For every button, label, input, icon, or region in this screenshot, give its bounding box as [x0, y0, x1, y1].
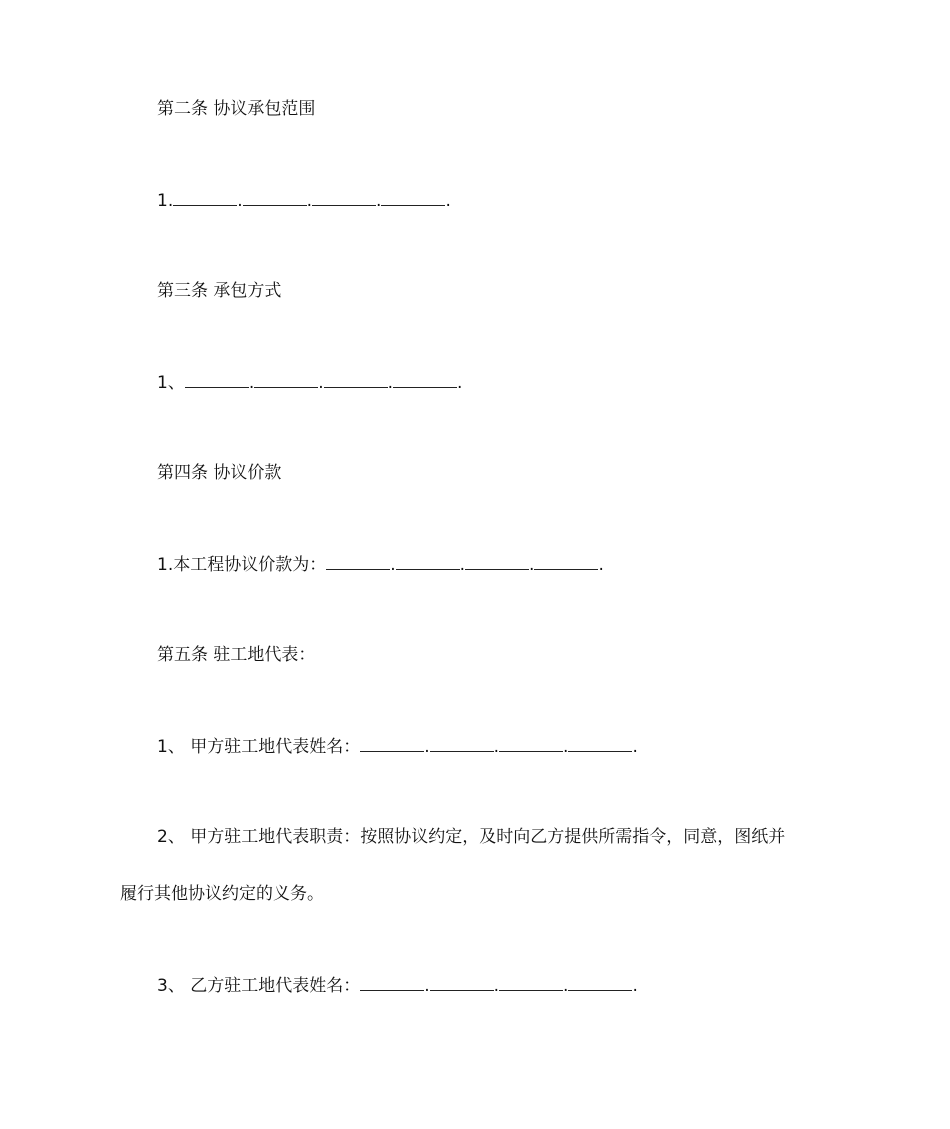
blank-separator: . — [632, 976, 638, 996]
article-5-item-2 — [157, 826, 785, 848]
fill-blank[interactable] — [324, 371, 388, 388]
blank-separator: . — [632, 737, 638, 757]
blank-separator: . — [459, 555, 466, 575]
blank-separator: . — [563, 737, 569, 757]
article-5-item-1 — [157, 735, 638, 758]
article-4-item-1 — [157, 553, 604, 576]
fill-blank[interactable] — [243, 189, 307, 206]
article-5-item-3 — [157, 974, 638, 997]
line-text: 1、 甲方驻工地代表姓名： — [157, 737, 361, 757]
blank-separator: . — [318, 373, 324, 393]
blank-separator: . — [493, 737, 500, 757]
fill-blank[interactable] — [568, 735, 632, 752]
line-text: 3、 乙方驻工地代表姓名： — [157, 976, 361, 996]
blank-separator: . — [376, 191, 382, 211]
fill-blank[interactable] — [381, 189, 445, 206]
fill-blank[interactable] — [312, 189, 376, 206]
fill-blank[interactable] — [465, 553, 529, 570]
line-text: 第五条 驻工地代表： — [157, 645, 316, 665]
line-text: 1.本工程协议价款为： — [157, 555, 327, 575]
fill-blank[interactable] — [360, 735, 424, 752]
line-text: 第四条 协议价款 — [157, 463, 282, 483]
article-3-item-1 — [157, 371, 462, 394]
article-5-item-2-continued — [120, 883, 324, 905]
fill-blank[interactable] — [499, 974, 563, 991]
fill-blank[interactable] — [185, 371, 249, 388]
line-text: 1. — [157, 191, 174, 211]
fill-blank[interactable] — [430, 735, 494, 752]
fill-blank[interactable] — [393, 371, 457, 388]
article-3-heading — [157, 280, 281, 302]
blank-separator: . — [387, 373, 394, 393]
blank-separator: . — [445, 191, 451, 211]
article-5-heading — [157, 644, 315, 666]
fill-blank[interactable] — [173, 189, 237, 206]
line-text: 1、 — [157, 373, 185, 393]
fill-blank[interactable] — [430, 974, 494, 991]
blank-separator: . — [424, 976, 430, 996]
line-text: 第二条 协议承包范围 — [157, 99, 316, 119]
fill-blank[interactable] — [254, 371, 318, 388]
article-2-item-1 — [157, 189, 451, 212]
blank-separator: . — [563, 976, 569, 996]
fill-blank[interactable] — [360, 974, 424, 991]
blank-separator: . — [529, 555, 535, 575]
fill-blank[interactable] — [568, 974, 632, 991]
blank-separator: . — [493, 976, 500, 996]
fill-blank[interactable] — [396, 553, 460, 570]
fill-blank[interactable] — [499, 735, 563, 752]
blank-separator: . — [248, 373, 255, 393]
blank-separator: . — [306, 191, 313, 211]
article-4-heading — [157, 462, 281, 484]
line-text: 2、 甲方驻工地代表职责：按照协议约定，及时向乙方提供所需指令，同意，图纸并 — [157, 827, 786, 847]
blank-separator: . — [237, 191, 243, 211]
article-2-heading — [157, 98, 315, 120]
line-text: 履行其他协议约定的义务。 — [120, 884, 324, 904]
blank-separator: . — [598, 555, 604, 575]
blank-separator: . — [424, 737, 430, 757]
fill-blank[interactable] — [534, 553, 598, 570]
fill-blank[interactable] — [326, 553, 390, 570]
line-text: 第三条 承包方式 — [157, 281, 282, 301]
blank-separator: . — [457, 373, 463, 393]
blank-separator: . — [390, 555, 396, 575]
